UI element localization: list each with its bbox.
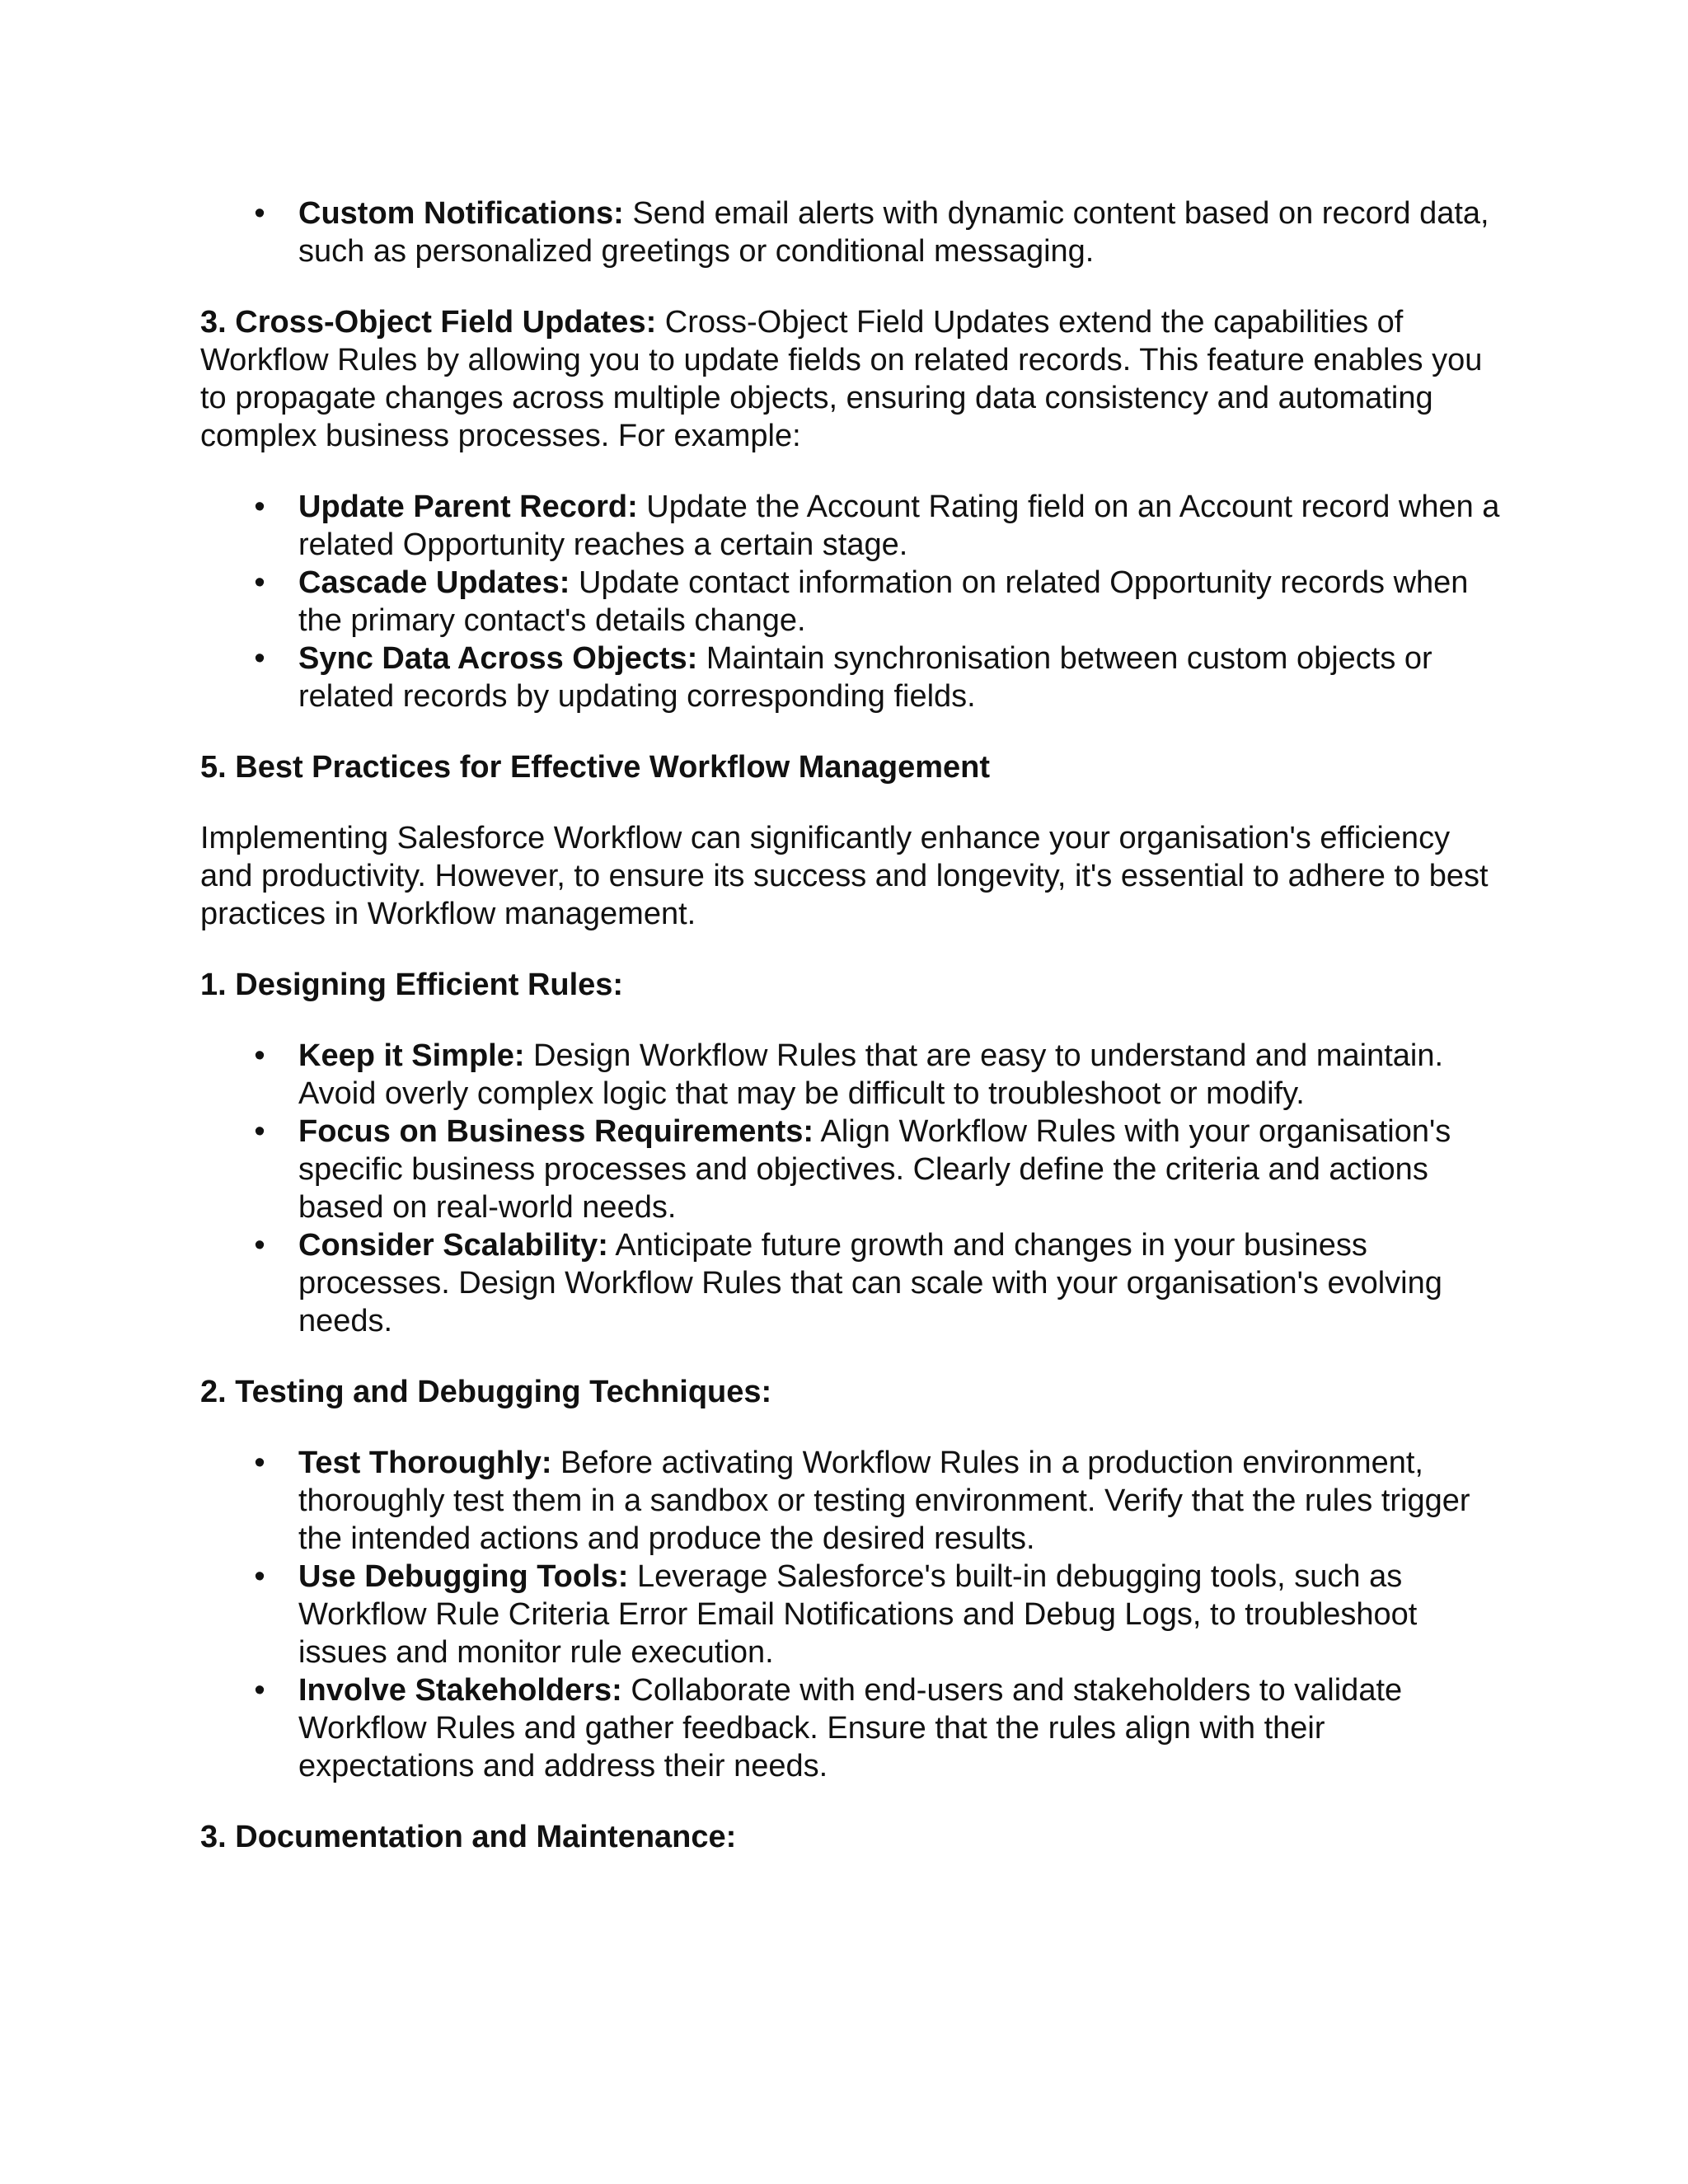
bullet-icon: • — [254, 565, 265, 600]
list-item — [200, 1037, 1503, 1113]
bullet-icon: • — [254, 490, 265, 524]
notifications-list — [200, 194, 1503, 270]
list-item-text: Anticipate future growth and changes in your business processes. Design Workflow Rules that can scale with your organisation's evolving needs. — [298, 1228, 1442, 1338]
list-item-term: Consider Scalability: — [298, 1228, 608, 1263]
list-item-text: Send email alerts with dynamic content based on record data, such as personalized greetings or conditional messaging. — [298, 196, 1489, 269]
list-item-term: Cascade Updates: — [298, 565, 570, 600]
list-item-term: Keep it Simple: — [298, 1038, 525, 1073]
list-item-text: Design Workflow Rules that are easy to understand and maintain. Avoid overly complex logic that may be difficult to troubleshoot or modify. — [298, 1038, 1444, 1111]
list-item — [200, 1113, 1503, 1226]
cross-object-text: Cross-Object Field Updates extend the capabilities of Workflow Rules by allowing you to update fields on related records. This feature enables you to propagate changes across multiple objects, ensuring data consistency and automating complex business processes. For example: — [200, 305, 1483, 453]
list-item-term: Sync Data Across Objects: — [298, 641, 698, 676]
list-item-text: Align Workflow Rules with your organisation's specific business processes and objectives. Clearly define the criteria and actions based on real-world needs. — [298, 1114, 1451, 1225]
list-item-term: Update Parent Record: — [298, 490, 638, 524]
section-heading-best-practices: 5. Best Practices for Effective Workflow Management — [200, 750, 991, 785]
best-practices-intro: Implementing Salesforce Workflow can significantly enhance your organisation's efficiency and productivity. However, to ensure its success and longevity, it's essential to adhere to best practices in Workflow management. — [200, 821, 1489, 931]
list-item — [200, 488, 1503, 564]
list-item — [200, 1444, 1503, 1558]
list-item-text: Update contact information on related Opportunity records when the primary contact's details change. — [298, 565, 1469, 638]
cross-object-term: 3. Cross-Object Field Updates: — [200, 305, 657, 340]
section-heading-documentation: 3. Documentation and Maintenance: — [200, 1820, 737, 1854]
bullet-icon: • — [254, 1559, 265, 1594]
list-item-text: Collaborate with end-users and stakeholders to validate Workflow Rules and gather feedback. Ensure that the rules align with their expectations and address their needs. — [298, 1673, 1403, 1783]
list-item — [200, 564, 1503, 640]
list-item — [200, 1671, 1503, 1785]
list-item-text: Before activating Workflow Rules in a production environment, thoroughly test them in a sandbox or testing environment. Verify that the rules trigger the intended actions and produce the desired results. — [298, 1446, 1470, 1556]
section-heading-designing: 1. Designing Efficient Rules: — [200, 968, 624, 1002]
bullet-icon: • — [254, 641, 265, 676]
list-item-term: Focus on Business Requirements: — [298, 1114, 814, 1149]
bullet-icon: • — [254, 1446, 265, 1480]
testing-list — [200, 1444, 1503, 1785]
designing-list — [200, 1037, 1503, 1340]
list-item-term: Custom Notifications: — [298, 196, 624, 231]
list-item — [200, 194, 1503, 270]
cross-object-paragraph — [200, 303, 1503, 455]
bullet-icon: • — [254, 1038, 265, 1073]
cross-object-list — [200, 488, 1503, 715]
list-item-term: Involve Stakeholders: — [298, 1673, 622, 1708]
bullet-icon: • — [254, 1228, 265, 1263]
list-item-term: Test Thoroughly: — [298, 1446, 552, 1480]
bullet-icon: • — [254, 196, 265, 231]
list-item — [200, 1226, 1503, 1340]
document-body — [200, 194, 1503, 1889]
bullet-icon: • — [254, 1673, 265, 1708]
bullet-icon: • — [254, 1114, 265, 1149]
list-item — [200, 640, 1503, 715]
list-item-text: Maintain synchronisation between custom objects or related records by updating corresponding fields. — [298, 641, 1432, 714]
list-item-term: Use Debugging Tools: — [298, 1559, 629, 1594]
list-item — [200, 1558, 1503, 1671]
section-heading-testing: 2. Testing and Debugging Techniques: — [200, 1375, 772, 1409]
list-item-text: Update the Account Rating field on an Account record when a related Opportunity reaches a certain stage. — [298, 490, 1500, 562]
list-item-text: Leverage Salesforce's built-in debugging tools, such as Workflow Rule Criteria Error Email Notifications and Debug Logs, to troubleshoot issues and monitor rule execution. — [298, 1559, 1418, 1670]
